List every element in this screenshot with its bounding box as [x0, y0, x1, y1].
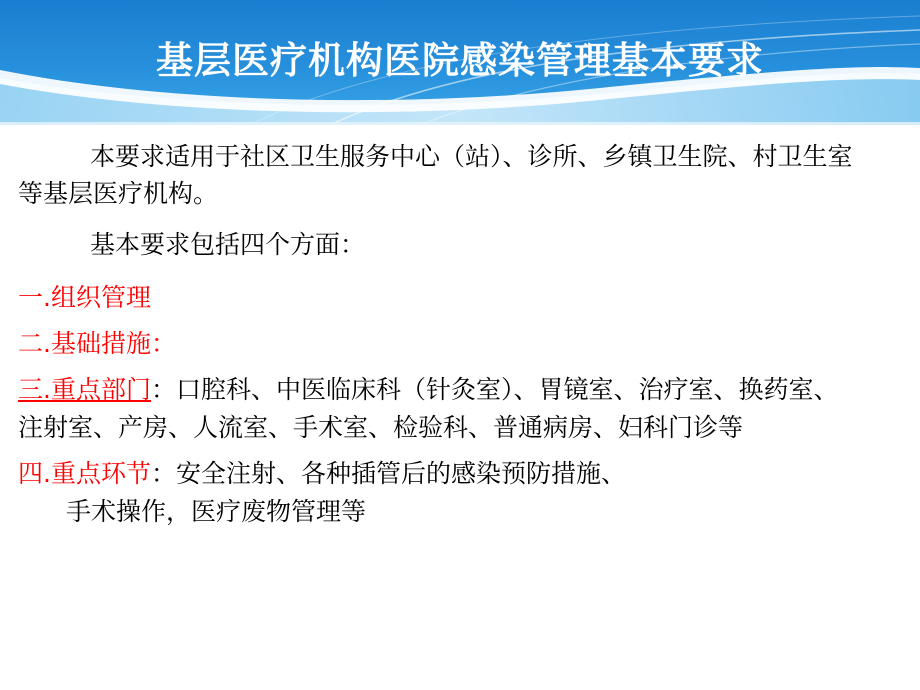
slide-body [0, 128, 920, 690]
list-heading-2: 基础措施： [50, 329, 176, 358]
paragraph-scope: 本要求适用于社区卫生服务中心（站）、诊所、乡镇卫生院、村卫生室等基层医疗机构。 [18, 142, 853, 208]
page-title: 基层医疗机构医院感染管理基本要求 [156, 39, 764, 82]
list-item [0, 371, 920, 447]
list-item [0, 279, 920, 317]
list-marker-2: 二. [18, 329, 51, 358]
list-item-continuation: 手术操作，医疗废物管理等 [66, 497, 367, 526]
list-heading-4: 重点环节 [50, 459, 151, 488]
paragraph-overview: 基本要求包括四个方面： [90, 230, 366, 259]
list-item [0, 455, 920, 493]
list-item [0, 325, 920, 363]
list-marker-4: 四. [18, 459, 51, 488]
list-body-3: ：口腔科、中医临床科（针灸室）、胃镜室、治疗室、换药室、注射室、产房、人流室、手术室、检验科、普通病房、妇科门诊等 [18, 375, 839, 442]
slide-header-banner [0, 0, 920, 125]
list-heading-1: 组织管理 [50, 283, 151, 312]
list-body-4: ：安全注射、各种插管后的感染预防措施、 [150, 459, 626, 488]
list-heading-3: 重点部门 [50, 375, 151, 404]
list-marker-1: 一. [18, 283, 51, 312]
list-marker-3: 三. [18, 375, 51, 404]
